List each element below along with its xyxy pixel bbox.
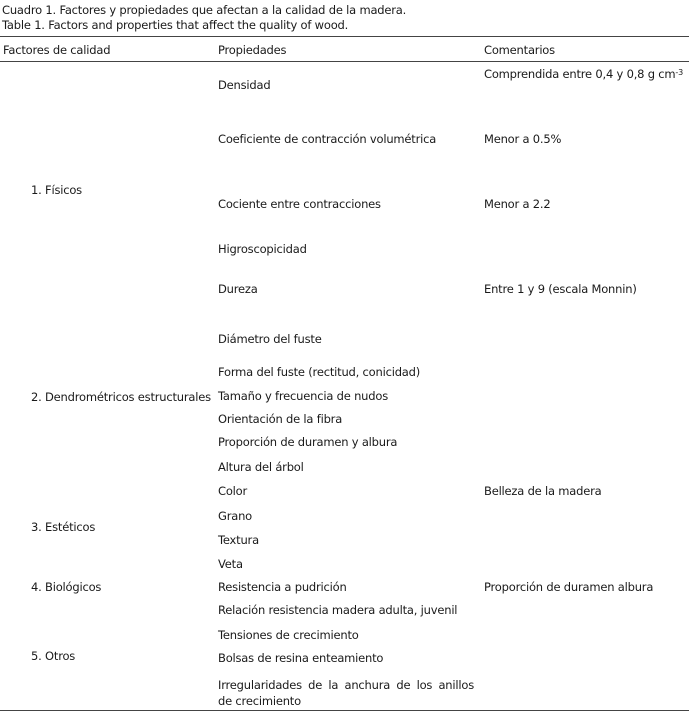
property-textura: Textura (218, 533, 259, 547)
header-comment: Comentarios (484, 43, 555, 57)
factor-fisicos: 1. Físicos (31, 183, 82, 197)
table-caption-english: Table 1. Factors and properties that affect the quality of wood. (2, 18, 349, 32)
factor-dendrometricos: 2. Dendrométricos estructurales (31, 390, 211, 404)
property-cociente: Cociente entre contracciones (218, 197, 381, 211)
property-altura: Altura del árbol (218, 460, 304, 474)
table-caption-spanish: Cuadro 1. Factores y propiedades que afectan a la calidad de la madera. (2, 3, 407, 17)
comment-densidad-exponent: -3 (675, 68, 683, 77)
property-pudricion: Resistencia a pudrición (218, 580, 347, 594)
table-bottom-rule (0, 710, 689, 711)
comment-densidad-text: Comprendida entre 0,4 y 0,8 g cm (484, 67, 676, 81)
factor-otros: 5. Otros (31, 649, 76, 663)
property-densidad: Densidad (218, 78, 271, 92)
property-diametro: Diámetro del fuste (218, 332, 322, 346)
comment-pudricion: Proporción de duramen albura (484, 580, 654, 594)
comment-color: Belleza de la madera (484, 484, 602, 498)
property-bolsas: Bolsas de resina enteamiento (218, 651, 384, 665)
property-grano: Grano (218, 509, 253, 523)
comment-dureza: Entre 1 y 9 (escala Monnin) (484, 282, 637, 296)
comment-contraccion: Menor a 0.5% (484, 132, 562, 146)
property-duramen: Proporción de duramen y albura (218, 435, 398, 449)
property-color: Color (218, 484, 248, 498)
property-relacion: Relación resistencia madera adulta, juvenil (218, 603, 458, 617)
table-top-rule (0, 36, 689, 37)
header-rule (0, 61, 689, 62)
property-nudos: Tamaño y frecuencia de nudos (218, 389, 388, 403)
property-higroscopicidad: Higroscopicidad (218, 242, 307, 256)
property-contraccion: Coeficiente de contracción volumétrica (218, 132, 437, 146)
comment-cociente: Menor a 2.2 (484, 197, 551, 211)
property-fibra: Orientación de la fibra (218, 412, 343, 426)
factor-biologicos: 4. Biológicos (31, 580, 102, 594)
property-dureza: Dureza (218, 282, 258, 296)
property-irregularidades: Irregularidades de la anchura de los anillos de crecimiento (218, 678, 474, 708)
property-veta: Veta (218, 557, 243, 571)
header-factor: Factores de calidad (3, 43, 111, 57)
property-forma: Forma del fuste (rectitud, conicidad) (218, 365, 421, 379)
comment-densidad (484, 67, 683, 81)
factor-esteticos: 3. Estéticos (31, 520, 96, 534)
property-tensiones: Tensiones de crecimiento (218, 628, 359, 642)
header-property: Propiedades (218, 43, 287, 57)
